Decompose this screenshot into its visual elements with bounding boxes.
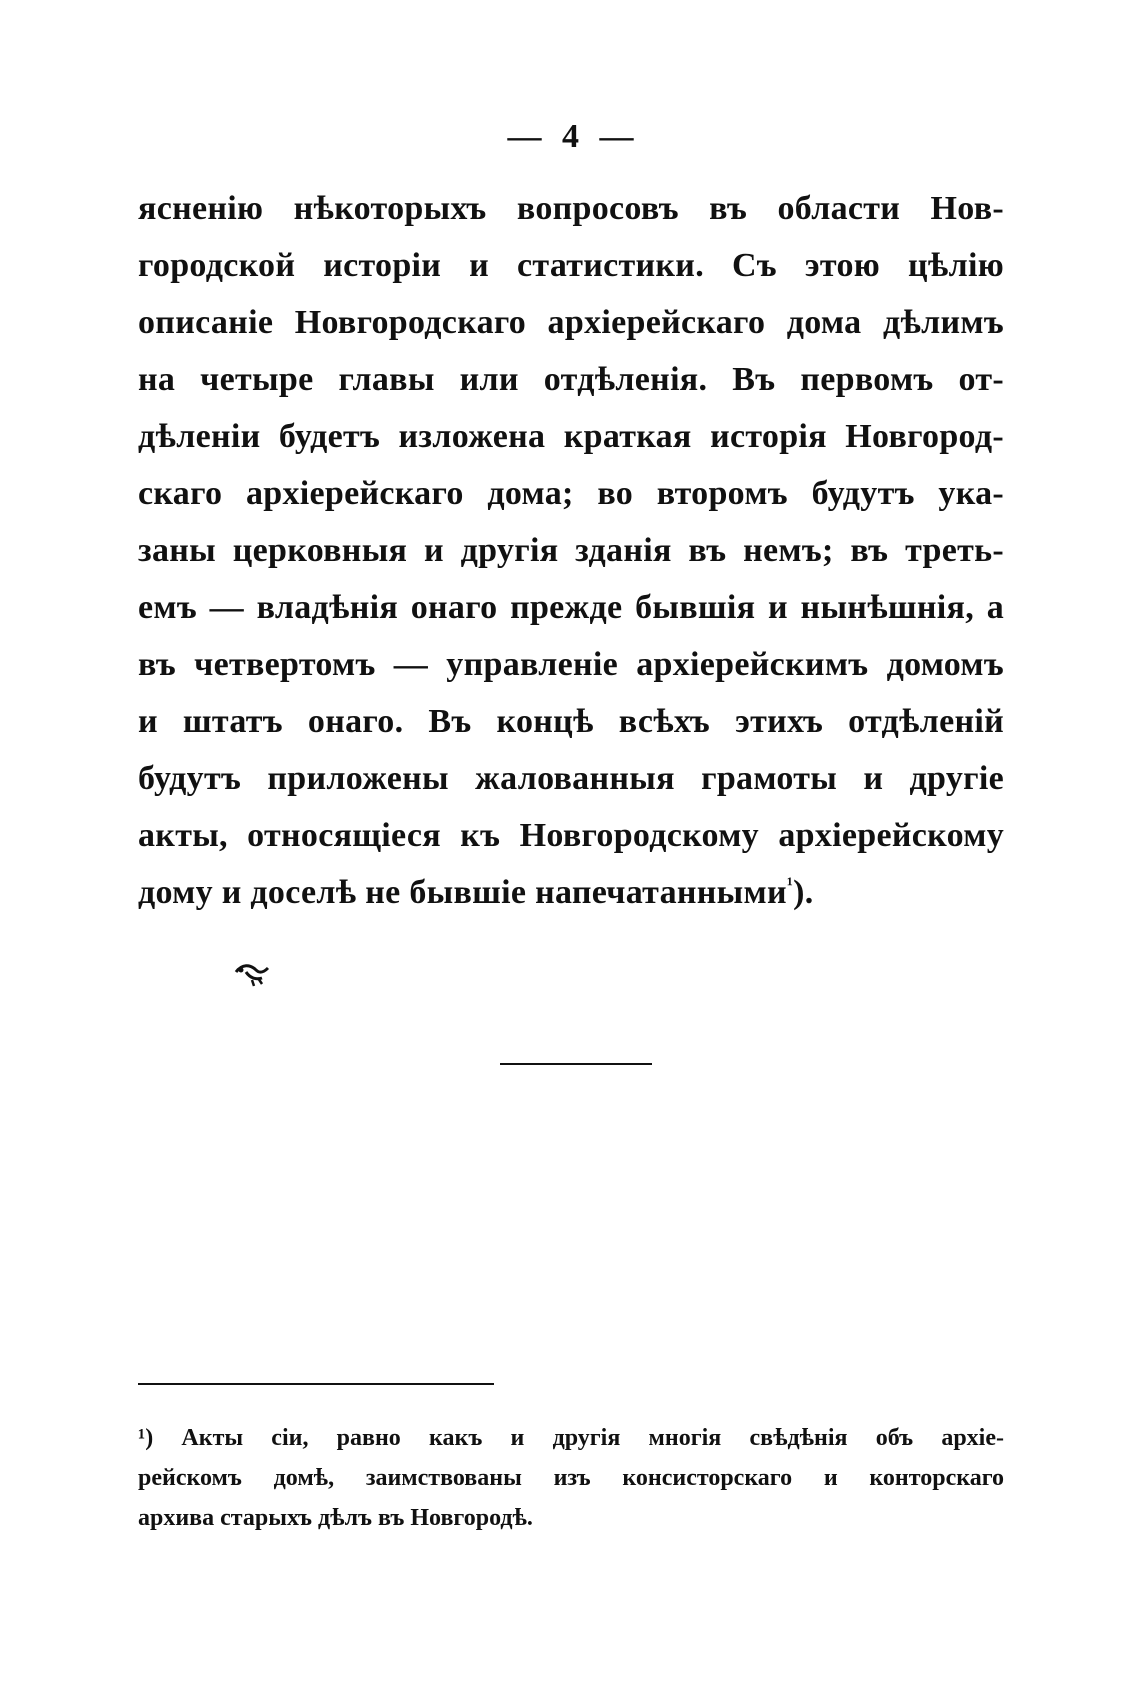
body-line: описаніе Новгородскаго архіерейскаго дома дѣлимъ (138, 304, 1004, 341)
body-text (138, 180, 1004, 921)
body-line: ясненію нѣкоторыхъ вопросовъ въ области Нов- (138, 190, 1004, 227)
footnote-divider (138, 1383, 494, 1385)
body-line: дѣленіи будетъ изложена краткая исторія Новгород- (138, 418, 1004, 455)
body-line: акты, относящіеся къ Новгородскому архіерейскому (138, 817, 1004, 854)
body-line: емъ — владѣнія онаго прежде бывшія и нынѣшнія, а (138, 589, 1004, 626)
closing-punctuation: ). (793, 874, 814, 911)
ornament-icon (232, 958, 272, 988)
page-number: — 4 — (507, 118, 640, 155)
body-line-text: дому и доселѣ не бывшіе напечатанными (138, 874, 787, 911)
body-line: будутъ приложены жалованныя грамоты и другіе (138, 760, 1004, 797)
footnote-line: рейскомъ домѣ, заимствованы изъ консисторскаго и конторскаго (138, 1465, 1004, 1491)
body-line: и штатъ онаго. Въ концѣ всѣхъ этихъ отдѣленій (138, 703, 1004, 740)
body-line: скаго архіерейскаго дома; во второмъ будутъ ука- (138, 475, 1004, 512)
body-line: на четыре главы или отдѣленія. Въ первомъ от- (138, 361, 1004, 398)
body-line: городской исторіи и статистики. Съ этою цѣлію (138, 247, 1004, 284)
body-line: заны церковныя и другія зданія въ немъ; въ треть- (138, 532, 1004, 569)
footnote (138, 1418, 1004, 1538)
body-line: въ четвертомъ — управленіе архіерейскимъ домомъ (138, 646, 1004, 683)
footnote-reference[interactable]: ¹ (786, 873, 794, 896)
footnote-line: ¹) Акты сіи, равно какъ и другія многія свѣдѣнія объ архіе- (138, 1425, 1004, 1451)
section-divider (500, 1063, 652, 1065)
body-line-last (138, 864, 1004, 921)
footnote-line: архива старыхъ дѣлъ въ Новгородѣ. (138, 1505, 533, 1531)
